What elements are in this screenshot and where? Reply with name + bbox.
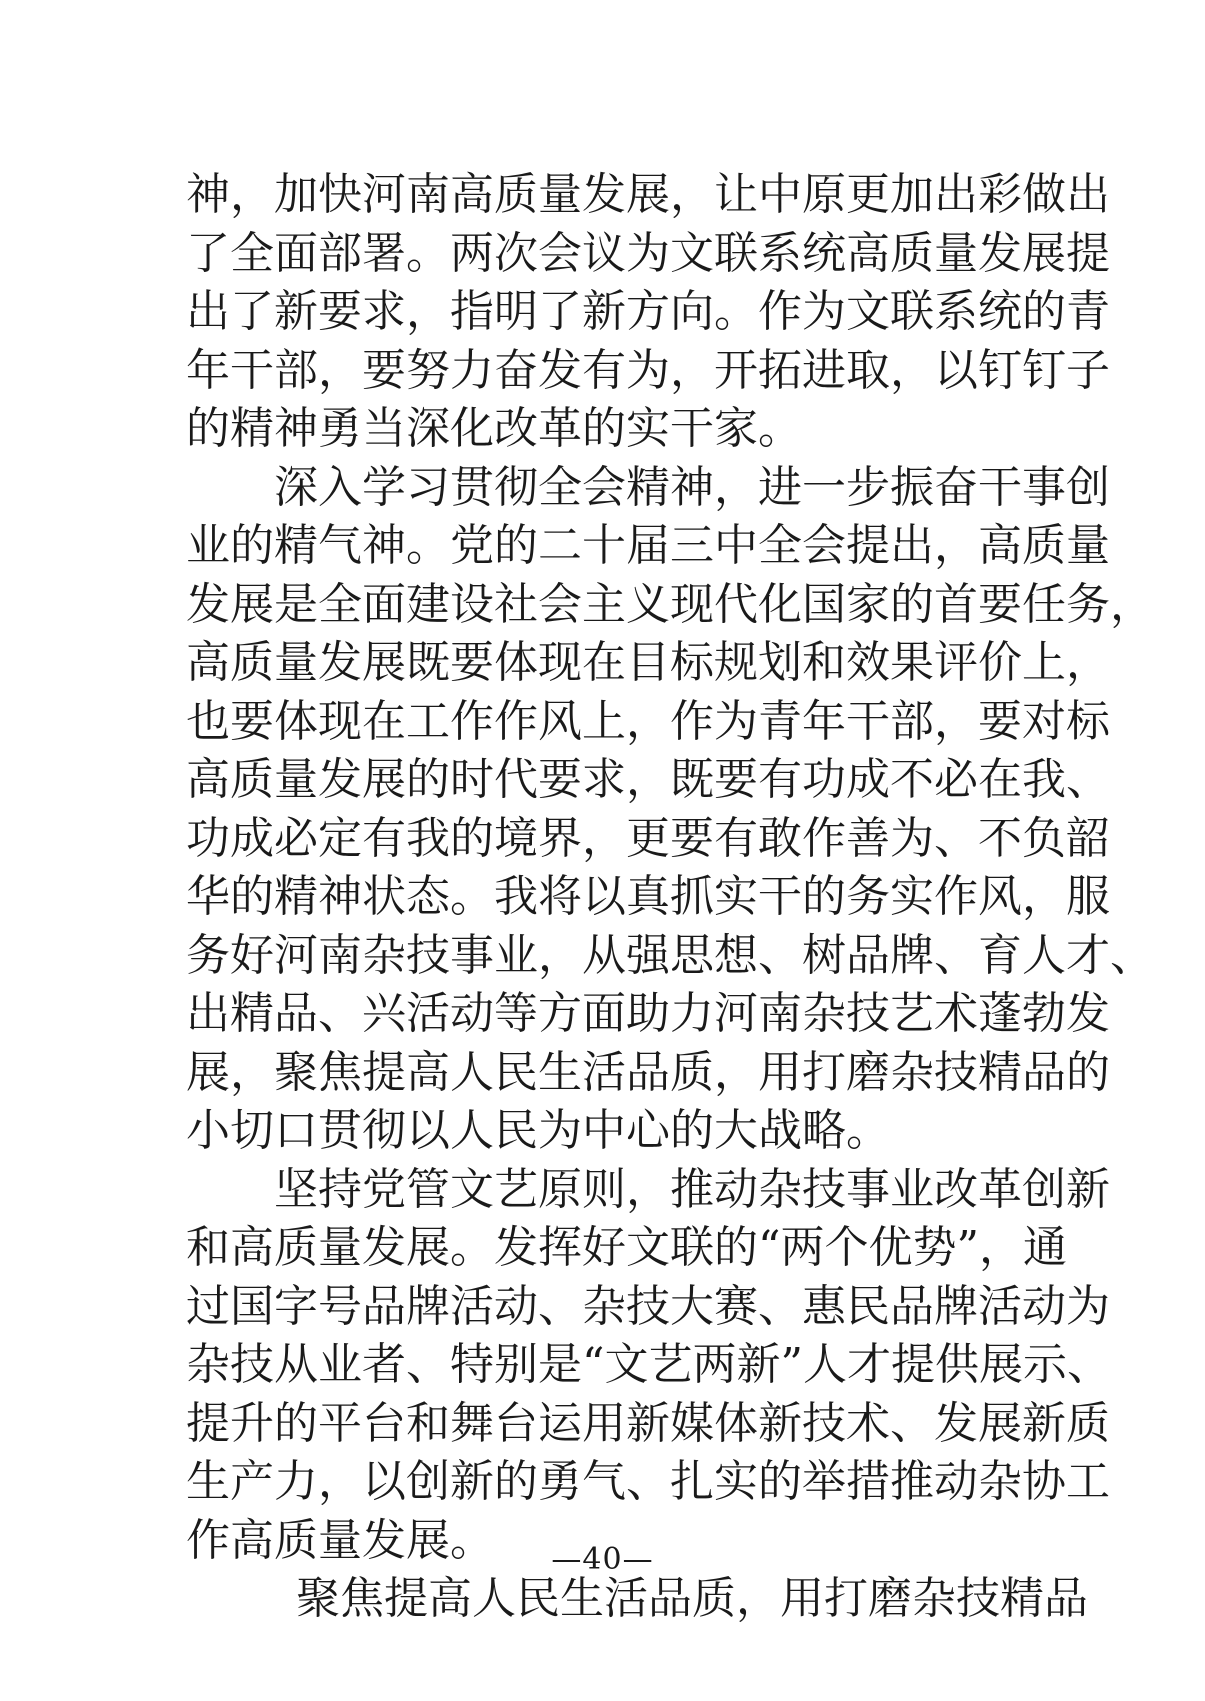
text-line: 业的精气神。党的二十届三中全会提出，高质量: [186, 520, 1110, 571]
text-line: 的精神勇当深化改革的实干家。: [186, 403, 802, 454]
text-line: 杂技从业者、特别是“文艺两新”人才提供展示、: [186, 1339, 1111, 1390]
text-line: 出精品、兴活动等方面助力河南杂技艺术蓬勃发: [186, 988, 1110, 1039]
text-line: 出了新要求，指明了新方向。作为文联系统的青: [186, 286, 1110, 337]
text-line: 神，加快河南高质量发展，让中原更加出彩做出: [186, 169, 1110, 220]
text-line: 小切口贯彻以人民为中心的大战略。: [186, 1105, 890, 1156]
text-line: 华的精神状态。我将以真抓实干的务实作风，服: [186, 871, 1110, 922]
page-number: —40—: [551, 1542, 654, 1577]
text-line: 发展是全面建设社会主义现代化国家的首要任务，: [186, 578, 1154, 630]
text-line: 功成必定有我的境界，更要有敢作善为、不负韶: [186, 812, 1110, 864]
text-line: 展，聚焦提高人民生活品质，用打磨杂技精品的: [186, 1046, 1110, 1098]
text-line: 高质量发展的时代要求，既要有功成不必在我、: [186, 754, 1110, 805]
paragraph-first-line: 聚焦提高人民生活品质，用打磨杂技精品: [296, 1573, 1088, 1624]
document-body: [186, 166, 1154, 1629]
paragraph-first-line: 坚持党管文艺原则，推动杂技事业改革创新: [274, 1163, 1110, 1215]
text-line: 了全面部署。两次会议为文联系统高质量发展提: [186, 227, 1110, 279]
text-line: 提升的平台和舞台运用新媒体新技术、发展新质: [186, 1397, 1110, 1449]
text-line: 作高质量发展。: [186, 1514, 494, 1566]
paragraph-first-line: 深入学习贯彻全会精神，进一步振奋干事创: [274, 461, 1110, 513]
text-line: 年干部，要努力奋发有为，开拓进取，以钉钉子: [186, 344, 1110, 396]
text-line: 过国字号品牌活动、杂技大赛、惠民品牌活动为: [186, 1280, 1110, 1332]
text-line: 和高质量发展。发挥好文联的“两个优势”，通: [186, 1222, 1067, 1273]
text-line: 高质量发展既要体现在目标规划和效果评价上，: [186, 637, 1110, 688]
text-line: 生产力，以创新的勇气、扎实的举措推动杂协工: [186, 1456, 1110, 1507]
text-line: 务好河南杂技事业，从强思想、树品牌、育人才、: [186, 929, 1154, 981]
text-line: 也要体现在工作作风上，作为青年干部，要对标: [186, 695, 1110, 747]
